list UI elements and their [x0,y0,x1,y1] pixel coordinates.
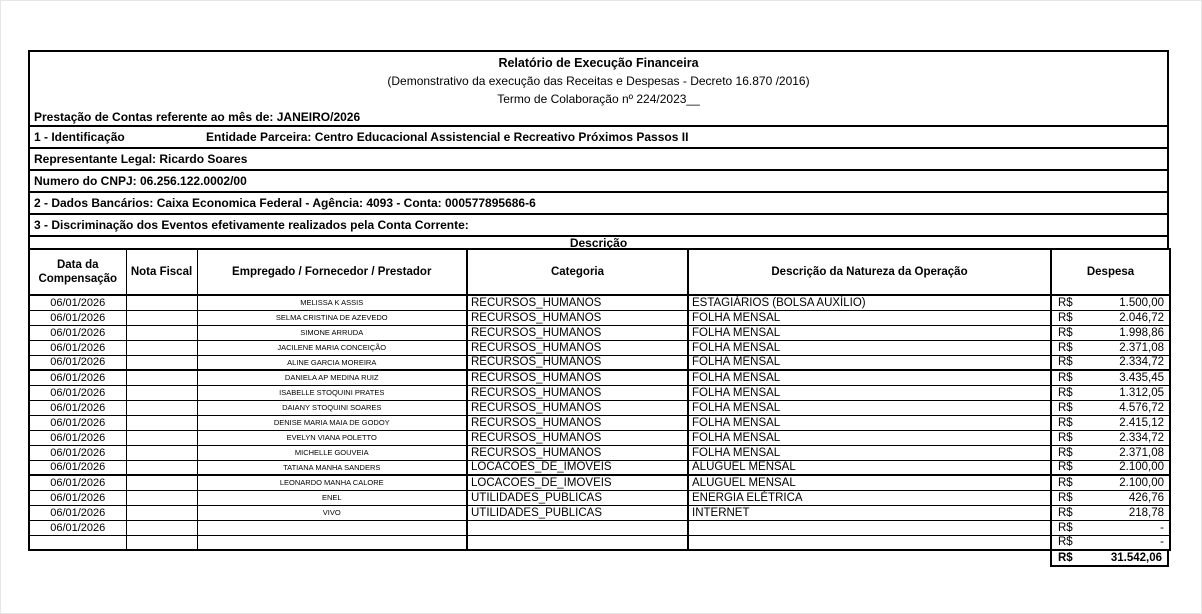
expense-value: 1.312,05 [1119,386,1164,399]
cell-categoria: RECURSOS_HUMANOS [467,325,688,340]
cell-descricao-operacao: INTERNET [688,505,1051,520]
cell-data-compensacao: 06/01/2026 [29,340,126,355]
currency-symbol: R$ [1058,521,1073,534]
expense-value: 1.500,00 [1119,296,1164,309]
partner-entity: Entidade Parceira: Centro Educacional Assistencial e Recreativo Próximos Passos II [206,130,689,144]
cell-despesa [1051,460,1170,475]
table-row [29,415,1170,430]
table-row [29,520,1170,535]
cell-data-compensacao: 06/01/2026 [29,505,126,520]
events-discrimination: 3 - Discriminação dos Eventos efetivamente realizados pela Conta Corrente: [34,218,469,232]
cell-empregado [197,520,467,535]
cell-despesa [1051,400,1170,415]
table-row [29,295,1170,310]
cell-categoria: RECURSOS_HUMANOS [467,400,688,415]
currency-symbol: R$ [1058,341,1073,354]
total-currency-symbol: R$ [1058,552,1073,564]
currency-symbol: R$ [1058,446,1073,459]
cell-empregado: TATIANA MANHA SANDERS [197,460,467,475]
table-row [29,535,1170,550]
cell-empregado: LEONARDO MANHA CALORE [197,475,467,490]
cell-categoria: UTILIDADES_PUBLICAS [467,490,688,505]
cell-categoria: RECURSOS_HUMANOS [467,370,688,385]
table-row [29,445,1170,460]
total-expense-box [1050,549,1169,567]
cell-descricao-operacao [688,520,1051,535]
currency-symbol: R$ [1058,536,1073,549]
cell-despesa [1051,520,1170,535]
currency-symbol: R$ [1058,386,1073,399]
collaboration-term: Termo de Colaboração nº 224/2023__ [497,92,700,106]
currency-symbol: R$ [1058,356,1073,369]
cell-despesa [1051,490,1170,505]
cell-data-compensacao: 06/01/2026 [29,310,126,325]
cell-despesa [1051,340,1170,355]
cell-nota-fiscal [126,445,197,460]
cell-categoria: LOCACOES_DE_IMOVEIS [467,475,688,490]
cell-descricao-operacao: FOLHA MENSAL [688,340,1051,355]
cell-despesa [1051,430,1170,445]
identification-row [28,125,1169,149]
currency-symbol: R$ [1058,416,1073,429]
legal-representative-row [28,147,1169,171]
accountability-month: Prestação de Contas referente ao mês de: JANEIRO/2026 [34,110,361,124]
identification-section-label: 1 - Identificação [34,130,125,144]
cell-data-compensacao: 06/01/2026 [29,520,126,535]
report-subtitle: (Demonstrativo da execução das Receitas e Despesas - Decreto 16.870 /2016) [387,74,810,88]
cell-empregado: SIMONE ARRUDA [197,325,467,340]
cell-nota-fiscal [126,325,197,340]
total-expense-value: 31.542,06 [1110,552,1162,564]
cell-empregado: EVELYN VIANA POLETTO [197,430,467,445]
cell-categoria: RECURSOS_HUMANOS [467,385,688,400]
cell-categoria: UTILIDADES_PUBLICAS [467,505,688,520]
currency-symbol: R$ [1058,431,1073,444]
cell-empregado: ISABELLE STOQUINI PRATES [197,385,467,400]
cell-empregado [197,535,467,550]
cell-despesa [1051,295,1170,310]
bank-data: 2 - Dados Bancários: Caixa Economica Federal - Agência: 4093 - Conta: 000577895686-6 [34,196,536,210]
currency-symbol: R$ [1058,401,1073,414]
cell-nota-fiscal [126,340,197,355]
cell-empregado: VIVO [197,505,467,520]
expense-value: - [1160,521,1164,534]
cell-data-compensacao: 06/01/2026 [29,370,126,385]
cell-empregado: MICHELLE GOUVEIA [197,445,467,460]
cell-nota-fiscal [126,370,197,385]
cell-descricao-operacao: FOLHA MENSAL [688,400,1051,415]
currency-symbol: R$ [1058,296,1073,309]
cnpj-number: Numero do CNPJ: 06.256.122.0002/00 [34,174,247,188]
report-title: Relatório de Execução Financeira [498,56,699,70]
col-header-data-compensacao: Data da Compensação [29,249,126,295]
cell-data-compensacao: 06/01/2026 [29,460,126,475]
cell-empregado: DANIELA AP MEDINA RUIZ [197,370,467,385]
expense-value: 2.371,08 [1119,446,1164,459]
expense-value: 2.100,00 [1119,461,1164,474]
expense-value: - [1160,536,1164,549]
cell-despesa [1051,445,1170,460]
events-discrimination-row [28,213,1169,237]
cell-categoria [467,520,688,535]
cell-nota-fiscal [126,415,197,430]
table-row [29,385,1170,400]
expense-table-body [29,295,1170,550]
expense-value: 2.100,00 [1119,476,1164,489]
expense-value: 4.576,72 [1119,401,1164,414]
table-row [29,460,1170,475]
cell-despesa [1051,415,1170,430]
cell-data-compensacao: 06/01/2026 [29,415,126,430]
cell-descricao-operacao: FOLHA MENSAL [688,355,1051,370]
cell-nota-fiscal [126,460,197,475]
description-merged-header: Descrição [28,235,1169,250]
table-row [29,310,1170,325]
currency-symbol: R$ [1058,491,1073,504]
cell-empregado: ENEL [197,490,467,505]
cell-nota-fiscal [126,430,197,445]
cell-despesa [1051,475,1170,490]
cell-empregado: DAIANY STOQUINI SOARES [197,400,467,415]
currency-symbol: R$ [1058,476,1073,489]
expense-value: 426,76 [1128,491,1164,504]
table-row [29,340,1170,355]
cell-data-compensacao: 06/01/2026 [29,430,126,445]
col-header-empregado: Empregado / Fornecedor / Prestador [197,249,467,295]
cell-empregado: MELISSA K ASSIS [197,295,467,310]
cell-categoria: LOCACOES_DE_IMOVEIS [467,460,688,475]
currency-symbol: R$ [1058,506,1073,519]
table-row [29,325,1170,340]
cell-descricao-operacao: ALUGUEL MENSAL [688,475,1051,490]
currency-symbol: R$ [1058,371,1073,384]
cell-data-compensacao: 06/01/2026 [29,445,126,460]
expense-value: 1.998,86 [1119,326,1164,339]
cell-data-compensacao: 06/01/2026 [29,385,126,400]
expense-table [28,248,1171,551]
table-row [29,355,1170,370]
cell-descricao-operacao: FOLHA MENSAL [688,370,1051,385]
cell-empregado: DENISE MARIA MAIA DE GODOY [197,415,467,430]
cell-despesa [1051,505,1170,520]
currency-symbol: R$ [1058,326,1073,339]
col-header-categoria: Categoria [467,249,688,295]
cell-despesa [1051,355,1170,370]
expense-value: 218,78 [1128,506,1164,519]
expense-value: 2.371,08 [1119,341,1164,354]
cell-data-compensacao: 06/01/2026 [29,325,126,340]
financial-report-document [28,52,1169,567]
cell-categoria: RECURSOS_HUMANOS [467,295,688,310]
cell-nota-fiscal [126,490,197,505]
cell-categoria: RECURSOS_HUMANOS [467,310,688,325]
cell-empregado: ALINE GARCIA MOREIRA [197,355,467,370]
cell-nota-fiscal [126,295,197,310]
cell-descricao-operacao: FOLHA MENSAL [688,310,1051,325]
cell-nota-fiscal [126,475,197,490]
cell-empregado: SELMA CRISTINA DE AZEVEDO [197,310,467,325]
currency-symbol: R$ [1058,461,1073,474]
cell-data-compensacao: 06/01/2026 [29,490,126,505]
currency-symbol: R$ [1058,311,1073,324]
cell-descricao-operacao: ALUGUEL MENSAL [688,460,1051,475]
cell-despesa [1051,385,1170,400]
cell-categoria [467,535,688,550]
cell-data-compensacao: 06/01/2026 [29,475,126,490]
cell-descricao-operacao: FOLHA MENSAL [688,325,1051,340]
cell-nota-fiscal [126,400,197,415]
cell-despesa [1051,370,1170,385]
cnpj-row [28,169,1169,193]
cell-categoria: RECURSOS_HUMANOS [467,430,688,445]
expense-value: 2.046,72 [1119,311,1164,324]
cell-nota-fiscal [126,520,197,535]
table-row [29,430,1170,445]
cell-data-compensacao: 06/01/2026 [29,355,126,370]
cell-descricao-operacao: FOLHA MENSAL [688,430,1051,445]
table-row [29,475,1170,490]
table-row [29,490,1170,505]
legal-representative: Representante Legal: Ricardo Soares [34,152,248,166]
table-row [29,370,1170,385]
col-header-nota-fiscal: Nota Fiscal [126,249,197,295]
cell-nota-fiscal [126,385,197,400]
expense-value: 2.334,72 [1119,431,1164,444]
cell-categoria: RECURSOS_HUMANOS [467,445,688,460]
bank-data-row [28,191,1169,215]
cell-despesa [1051,325,1170,340]
expense-value: 2.415,12 [1119,416,1164,429]
cell-categoria: RECURSOS_HUMANOS [467,415,688,430]
cell-descricao-operacao: ESTAGIÁRIOS (BOLSA AUXÍLIO) [688,295,1051,310]
expense-value: 2.334,72 [1119,356,1164,369]
cell-empregado: JACILENE MARIA CONCEIÇÃO [197,340,467,355]
cell-descricao-operacao: FOLHA MENSAL [688,385,1051,400]
cell-descricao-operacao: FOLHA MENSAL [688,445,1051,460]
cell-nota-fiscal [126,355,197,370]
cell-data-compensacao: 06/01/2026 [29,400,126,415]
cell-data-compensacao: 06/01/2026 [29,295,126,310]
report-header [28,50,1169,127]
cell-descricao-operacao: ENERGIA ELÉTRICA [688,490,1051,505]
cell-nota-fiscal [126,310,197,325]
col-header-despesa: Despesa [1051,249,1170,295]
cell-descricao-operacao: FOLHA MENSAL [688,415,1051,430]
cell-data-compensacao [29,535,126,550]
cell-nota-fiscal [126,505,197,520]
expense-table-header [29,249,1170,295]
table-row [29,400,1170,415]
cell-nota-fiscal [126,535,197,550]
cell-descricao-operacao [688,535,1051,550]
cell-despesa [1051,310,1170,325]
col-header-descricao-operacao: Descrição da Natureza da Operação [688,249,1051,295]
table-row [29,505,1170,520]
cell-categoria: RECURSOS_HUMANOS [467,355,688,370]
cell-categoria: RECURSOS_HUMANOS [467,340,688,355]
cell-despesa [1051,535,1170,550]
expense-value: 3.435,45 [1119,371,1164,384]
